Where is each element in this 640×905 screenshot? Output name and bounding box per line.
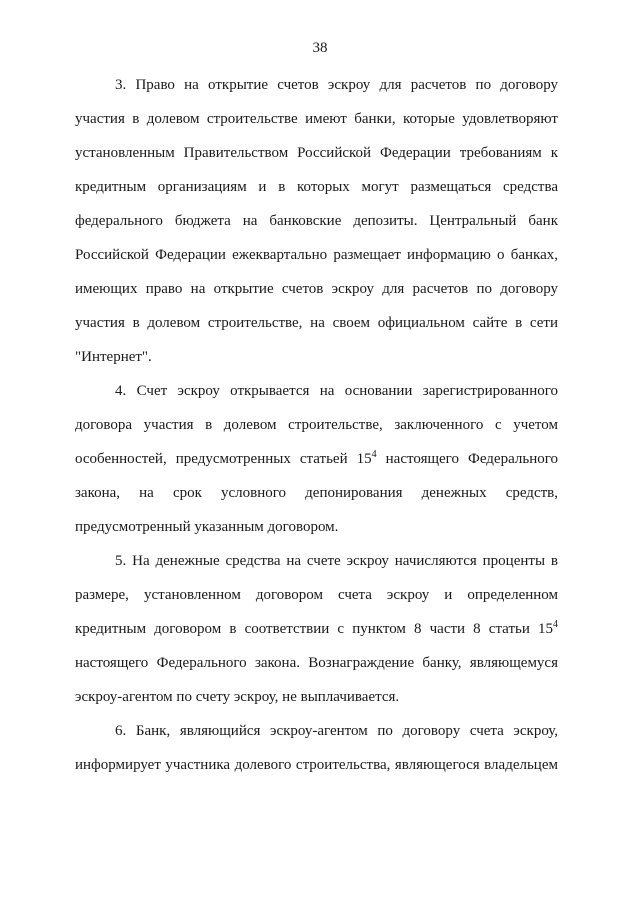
paragraph-4-text-b: настоящего Федерального закона, на срок условного депонирования денежных средств, предусмотренный указанным договором.: [75, 451, 558, 535]
paragraph-4-superscript: 4: [371, 449, 377, 460]
document-body: [75, 68, 558, 782]
paragraph-5: [75, 544, 558, 714]
page-number: 38: [312, 40, 328, 56]
paragraph-5-superscript: 4: [553, 619, 558, 630]
paragraph-3: 3. Право на открытие счетов эскроу для расчетов по договору участия в долевом строительстве имеют банки, которые удовлетворяют установленным Правительством Российской Федерации требованиям к кредитным организациям и в которых могут размещаться средства федерального бюджета на банковские депозиты. Центральный банк Российской Федерации ежеквартально размещает информацию о банках, имеющих право на открытие счетов эскроу для расчетов по договору участия в долевом строительстве, на своем официальном сайте в сети "Интернет".: [75, 77, 558, 365]
paragraph-4-text-a: 4. Счет эскроу открывается на основании зарегистрированного договора участия в долевом строительстве, заключенного с учетом особенностей, предусмотренных статьей 15: [75, 383, 558, 467]
paragraph-6: 6. Банк, являющийся эскроу-агентом по договору счета эскроу, информирует участника долевого строительства, являющегося владельцем: [75, 723, 558, 773]
paragraph-5-text-a: 5. На денежные средства на счете эскроу начисляются проценты в размере, установленном договором счета эскроу и определенном кредитным договором в соответствии с пунктом 8 части 8 статьи 15: [75, 553, 558, 637]
paragraph-5-text-b: настоящего Федерального закона. Вознаграждение банку, являющемуся эскроу-агентом по счету эскроу, не выплачивается.: [75, 655, 558, 705]
paragraph-4: [75, 374, 558, 544]
